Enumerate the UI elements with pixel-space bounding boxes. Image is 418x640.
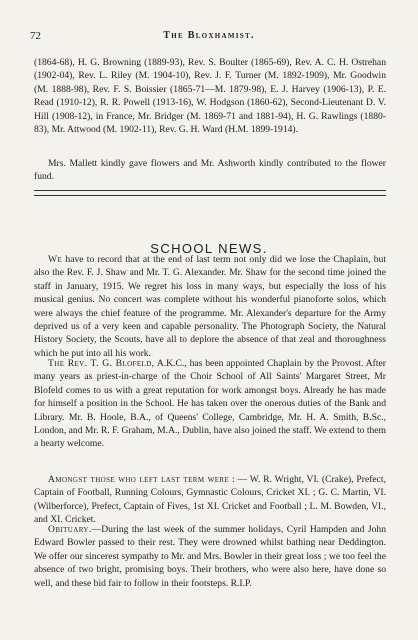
page-number: 72 <box>30 30 41 42</box>
staff-departures-paragraph <box>34 253 386 360</box>
chaplain-appointment-paragraph <box>34 357 386 451</box>
section-title: SCHOOL NEWS. <box>150 240 268 256</box>
paragraph-lead: Obituary. <box>48 524 92 535</box>
obituary-paragraph <box>34 523 386 590</box>
paragraph-body: A.K.C., has been appointed Chaplain by the Provost. After many years as priest-in-charge of the Choir School of All Saints' Margaret Street, Mr Blofeld comes to us with a great reputation for work amongst boys. Already he has made for himself a position in the School. He has taken over the onerous duties of the Bank and Library. Mr. B. Hoole, B.A., of Queens' College, Cambridge, Mr. H. A. Smith, B.Sc., London, and Mr. R. F. Graham, M.A., Dublin, have also joined the staff. We extend to them a hearty welcome. <box>34 358 386 450</box>
flowers-paragraph: Mrs. Mallett kindly gave flowers and Mr. Ashworth kindly contributed to the flower fund. <box>34 158 386 183</box>
paragraph-body: have to record that at the end of last term not only did we lose the Chaplain, but also the Rev. F. J. Shaw and Mr. T. G. Alexander. Mr. Shaw for the second time joined the staff in January, 1915. We regret his loss in many ways, but especially the loss of his musical genius. No concert was complete without his wonderful pianoforte solos, which were always the chief feature of the programme. Mr. Alexander's departure for the Army deprived us of a very keen and capable personality. The Photograph Society, the Natural History Society, the Scouts, have all to deplore the absence of that zeal and thoroughness which he put into all his work. <box>34 254 386 359</box>
paragraph-lead: Amongst those who left last term were <box>48 474 230 485</box>
memorial-list-paragraph: (1864-68), H. G. Browning (1889-93), Rev. S. Boulter (1865-69), Rev. A. C. H. Ostrehan (1902-04), Rev. L. Riley (M. 1904-10), Rev. J. F. Turner (M. 1892-1909), Mr. Goodwin (M. 1888-98), Rev. F. S. Boissier (1865-71—M. 1879-98), E. J. Harvey (1906-13), P. E. Read (1910-12), R. R. Powell (1913-16), W. Hodgson (1860-62), Second-Lieutenant D. V. Hill (1908-12), in France, Mr. Bridger (M. 1869-71 and 1881-94), H. G. Rawlings (1880-83), Mr. Attwood (M. 1902-11), Rev. G. H. Ward (H.M. 1899-1914). <box>34 57 386 136</box>
paragraph-body: : — W. R. Wright, VI. (Crake), Prefect, Captain of Football, Running Colours, Gymnastic Colours, Cricket XI. ; G. C. Martin, VI. (Wilberforce), Prefect, Captain of Fives, 1st XI. Cricket and Football ; L. M. Bowden, VI., and XI. Cricket. <box>34 474 386 526</box>
section-divider <box>34 190 386 196</box>
page-header <box>30 30 388 44</box>
running-title: The Bloxhamist. <box>163 30 255 41</box>
leavers-paragraph <box>34 473 386 527</box>
paragraph-lead: We <box>48 254 63 265</box>
paragraph-lead: The Rev. T. G. Blofeld, <box>48 358 155 369</box>
paragraph-body: —During the last week of the summer holidays, Cyril Hampden and John Edward Bowler passed to their rest. They were drowned whilst bathing near Deddington. We offer our sincerest sympathy to Mr. and Mrs. Bowler in their great loss ; we too feel the absence of two bright, promising boys. Their brothers, who were also here, have done so well, and these bid fair to follow in their footsteps. R.I.P. <box>34 524 386 589</box>
